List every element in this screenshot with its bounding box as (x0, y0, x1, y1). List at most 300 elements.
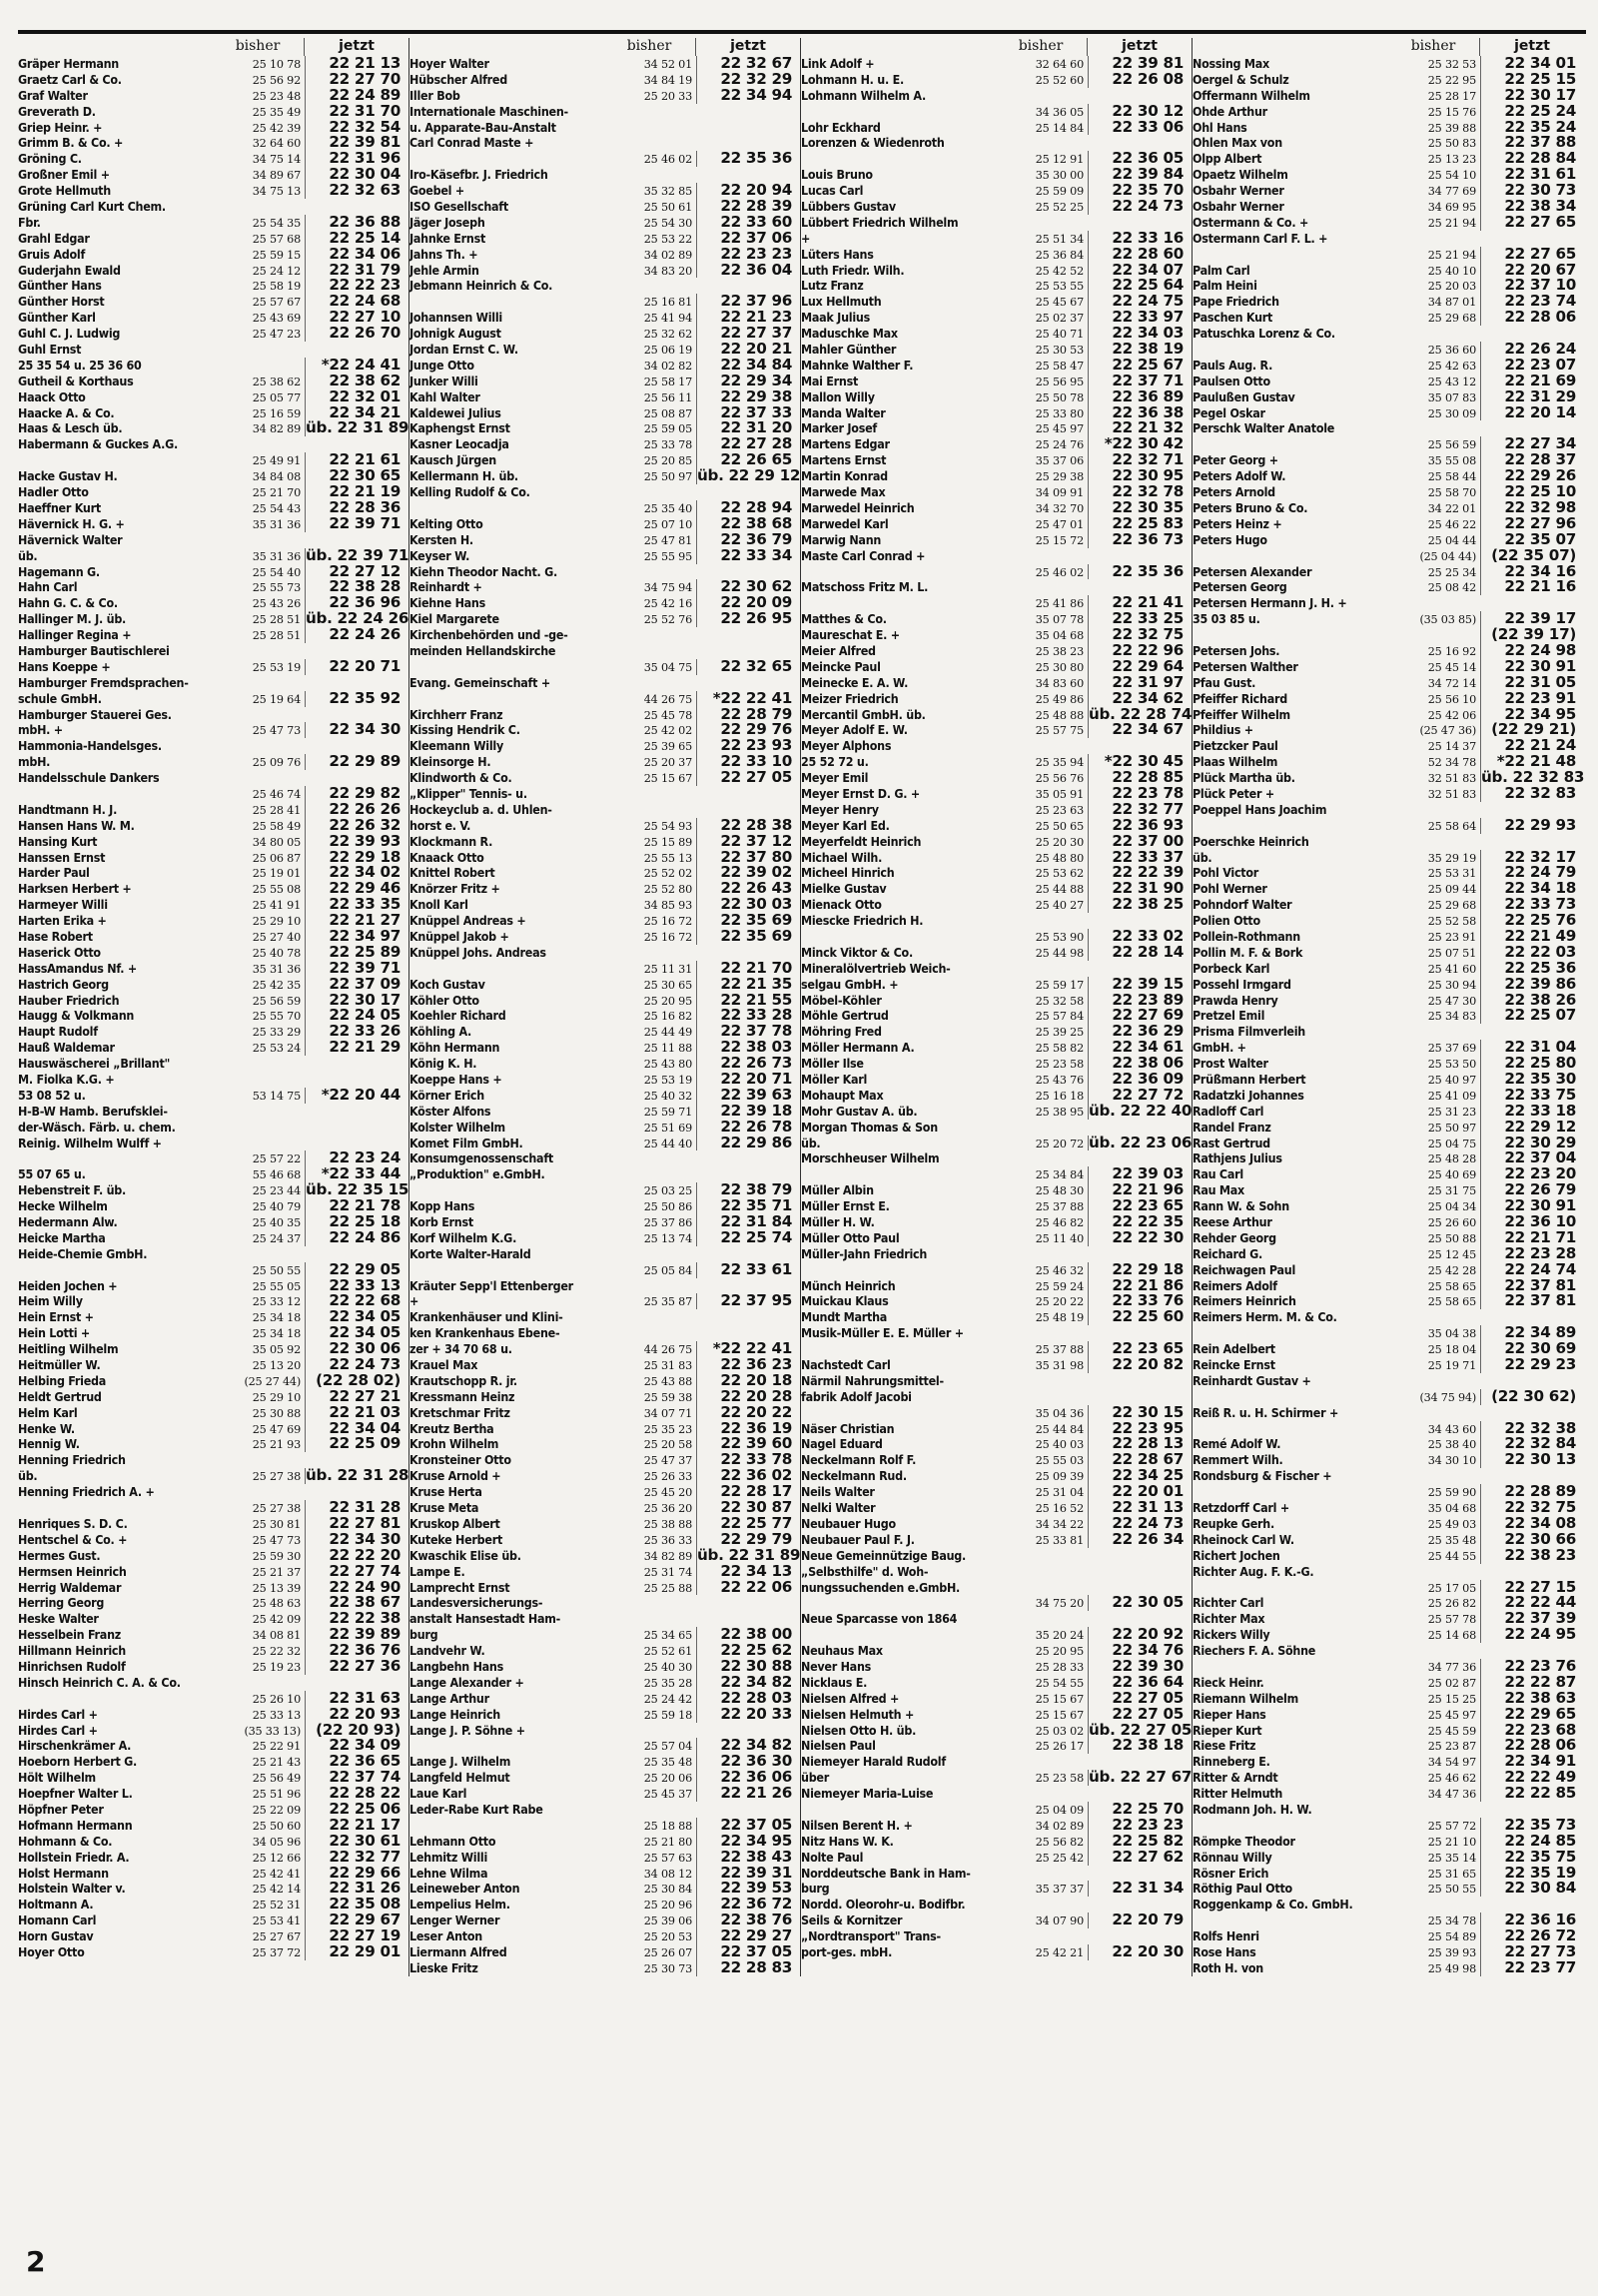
old-number: 25 27 38 (252, 1502, 301, 1516)
directory-entry (18, 802, 408, 818)
old-number: 35 31 36 (252, 517, 301, 531)
entry-name: Müller H. W. (801, 1214, 875, 1230)
entry-name: Meincke Paul (801, 658, 881, 674)
directory-entry (1193, 167, 1584, 183)
header-new-number: jetzt (695, 38, 800, 56)
old-number: 25 32 53 (1427, 58, 1476, 71)
entry-name: Remmert Wilh. (1193, 1452, 1283, 1468)
directory-entry (409, 579, 800, 595)
directory-entry (801, 468, 1192, 484)
directory-entry (409, 818, 800, 834)
directory-entry (18, 945, 408, 961)
new-number: 22 25 89 (305, 945, 408, 961)
directory-entry (801, 1944, 1192, 1960)
new-number: 22 20 79 (1088, 1913, 1192, 1928)
directory-entry (801, 1754, 1192, 1770)
new-number: 22 37 96 (696, 294, 800, 310)
old-number: 25 14 68 (1427, 1629, 1476, 1643)
entry-name: Henriques S. D. C. (18, 1515, 128, 1531)
new-number: 22 23 78 (1088, 786, 1192, 802)
new-number: 22 32 77 (305, 1850, 408, 1866)
directory-entry (18, 675, 408, 691)
directory-entry (801, 945, 1192, 961)
old-number: 44 26 75 (643, 692, 692, 706)
directory-entry (409, 468, 800, 484)
directory-entry (1193, 1754, 1584, 1770)
new-number: 22 21 55 (696, 993, 800, 1009)
old-number: 25 14 84 (1035, 121, 1084, 135)
new-number: 22 39 15 (1088, 977, 1192, 993)
old-number: 25 27 67 (252, 1930, 301, 1944)
old-number: 25 16 59 (252, 406, 301, 420)
entry-name: Palm Heini (1193, 278, 1257, 294)
old-number: 25 20 95 (643, 994, 692, 1008)
directory-entry (801, 1072, 1192, 1088)
directory-entry (1193, 1246, 1584, 1262)
new-number: 22 36 23 (696, 1357, 800, 1373)
directory-entry (801, 881, 1192, 897)
directory-entry (409, 1802, 800, 1818)
entry-name: Kräuter Sepp'l Ettenberger (409, 1277, 573, 1293)
column-header (801, 38, 1192, 56)
page-number: 2 (26, 2245, 46, 2278)
entry-name: Petersen Georg (1193, 579, 1287, 595)
old-number: 25 57 63 (643, 1851, 692, 1865)
directory-entry (801, 738, 1192, 754)
entry-name: Hentschel & Co. + (18, 1531, 128, 1547)
entry-name: Kruse Arnold + (409, 1468, 501, 1484)
new-number: 22 29 38 (696, 389, 800, 405)
entry-name: Reimers Heinrich (1193, 1293, 1296, 1309)
directory-entry (1193, 1088, 1584, 1104)
entry-name: Hadler Otto (18, 484, 89, 500)
old-number: 25 20 95 (1035, 1645, 1084, 1659)
entry-name: Herrig Waldemar (18, 1579, 122, 1595)
directory-entry (801, 1230, 1192, 1246)
old-number: 25 58 49 (252, 819, 301, 833)
directory-entry (409, 436, 800, 452)
old-number: 25 59 24 (1035, 1279, 1084, 1293)
entry-name: Marker Josef (801, 420, 877, 436)
entry-name: Reupke Gerh. (1193, 1515, 1274, 1531)
new-number: 22 23 68 (1480, 1723, 1584, 1739)
directory-entry (409, 1738, 800, 1754)
entry-name: Porbeck Karl (1193, 960, 1270, 976)
directory-column (409, 38, 801, 1976)
header-new-number: jetzt (304, 38, 408, 56)
old-number: 25 47 37 (643, 1454, 692, 1468)
entry-name: Hauß Waldemar (18, 1040, 115, 1056)
old-number: 25 21 10 (1427, 1835, 1476, 1849)
old-number: 25 15 25 (1427, 1692, 1476, 1706)
directory-entry (18, 484, 408, 500)
new-number: 22 29 76 (696, 722, 800, 738)
old-number: 25 35 94 (1035, 756, 1084, 770)
directory-entry (801, 263, 1192, 279)
new-number: 22 32 98 (1480, 500, 1584, 516)
entry-name: Griep Heinr. + (18, 119, 103, 135)
directory-entry (18, 1643, 408, 1659)
entry-name: Harksen Herbert + (18, 881, 132, 897)
directory-entry (409, 1468, 800, 1484)
old-number: 25 26 60 (1427, 1216, 1476, 1230)
new-number: 22 20 21 (696, 342, 800, 358)
directory-entry (18, 1627, 408, 1643)
directory-entry (18, 310, 408, 326)
new-number: 22 34 61 (1088, 1040, 1192, 1056)
old-number: 25 40 10 (1427, 264, 1476, 278)
new-number: 22 34 67 (1088, 722, 1192, 738)
top-rule (18, 30, 1586, 34)
old-number: 25 23 44 (252, 1184, 301, 1198)
entry-name: Möller Karl (801, 1072, 868, 1087)
entry-name: burg (409, 1627, 438, 1643)
entry-name: Mienack Otto (801, 897, 882, 913)
new-number: (22 35 07) (1480, 548, 1584, 564)
new-number: 22 37 81 (1480, 1278, 1584, 1294)
new-number: *22 30 45 (1088, 754, 1192, 770)
directory-entry (1193, 484, 1584, 500)
entry-name: Hofmann Hermann (18, 1817, 133, 1833)
entry-name: anstalt Hansestadt Ham- (409, 1611, 560, 1627)
old-number: 25 47 73 (252, 1533, 301, 1547)
entry-name: Ohl Hans (1193, 119, 1247, 135)
old-number: 25 51 96 (252, 1788, 301, 1802)
old-number: 25 17 05 (1427, 1581, 1476, 1595)
entry-name: Grahl Edgar (18, 230, 90, 246)
new-number: 22 24 26 (305, 627, 408, 643)
old-number: 25 24 76 (1035, 438, 1084, 452)
old-number: 25 57 78 (1427, 1613, 1476, 1627)
directory-entry (1193, 342, 1584, 358)
directory-entry (1193, 1120, 1584, 1136)
old-number: 25 15 89 (643, 835, 692, 849)
entry-name: Rathjens Julius (1193, 1150, 1282, 1166)
new-number: 22 31 63 (305, 1691, 408, 1707)
entry-name: Richert Jochen (1193, 1547, 1280, 1563)
directory-entry (801, 1182, 1192, 1198)
directory-entry (801, 1770, 1192, 1786)
new-number: 22 30 35 (1088, 500, 1192, 516)
entry-name: Reinhardt Gustav + (1193, 1372, 1311, 1388)
old-number: 25 53 22 (643, 232, 692, 246)
directory-entry (801, 1532, 1192, 1548)
entry-name: „Klipper" Tennis- u. (409, 785, 527, 801)
new-number: 22 27 15 (1480, 1580, 1584, 1596)
new-number: 22 34 84 (696, 358, 800, 374)
entry-name: Graf Walter (18, 87, 88, 103)
old-number: 25 38 95 (1035, 1105, 1084, 1119)
old-number: 25 55 13 (643, 851, 692, 865)
entry-name: Lange Alexander + (409, 1674, 524, 1690)
entry-name: Johannsen Willi (409, 310, 502, 326)
directory-entry (18, 818, 408, 834)
entry-name: Krautschopp R. jr. (409, 1372, 517, 1388)
old-number: 25 35 48 (1427, 1533, 1476, 1547)
directory-entry (801, 420, 1192, 436)
new-number: 22 27 65 (1480, 215, 1584, 231)
new-number: (22 39 17) (1480, 627, 1584, 643)
entry-name: Mielke Gustav (801, 881, 887, 897)
old-number: 25 53 31 (1427, 867, 1476, 881)
directory-entry (1193, 595, 1584, 611)
entry-name: Henke W. (18, 1420, 75, 1436)
new-number: 22 26 72 (1480, 1928, 1584, 1944)
entry-name: Heske Walter (18, 1611, 99, 1627)
header-old-number: bisher (235, 38, 281, 54)
directory-entry (409, 294, 800, 310)
new-number: 22 25 09 (305, 1436, 408, 1452)
old-number: 25 22 32 (252, 1645, 301, 1659)
entry-name: Radatzki Johannes (1193, 1087, 1304, 1103)
new-number: (22 20 93) (305, 1723, 408, 1739)
new-number: 22 39 81 (305, 135, 408, 151)
old-number: 35 04 36 (1035, 1406, 1084, 1420)
directory-entry (18, 278, 408, 294)
directory-entry (18, 1595, 408, 1611)
directory-entry (18, 104, 408, 120)
entry-name: Manda Walter (801, 404, 886, 420)
directory-entry (409, 1120, 800, 1136)
directory-entry (1193, 1389, 1584, 1405)
entry-name: Reichard G. (1193, 1245, 1263, 1261)
directory-entry (801, 786, 1192, 802)
directory-entry (801, 120, 1192, 136)
old-number: 34 34 22 (1035, 1517, 1084, 1531)
directory-entry (18, 1230, 408, 1246)
directory-entry (18, 1024, 408, 1040)
directory-entry (801, 1405, 1192, 1421)
directory-entry (1193, 120, 1584, 136)
new-number: 22 32 54 (305, 120, 408, 136)
entry-name: Norddeutsche Bank in Ham- (801, 1865, 971, 1881)
new-number: 22 36 79 (696, 532, 800, 548)
old-number: 25 23 48 (252, 89, 301, 103)
new-number: 22 20 30 (1088, 1944, 1192, 1960)
old-number: 34 85 93 (643, 899, 692, 913)
old-number: 25 53 90 (1035, 930, 1084, 944)
new-number: 22 24 86 (305, 1230, 408, 1246)
directory-entry (409, 231, 800, 247)
entry-name: Hagemann G. (18, 563, 100, 579)
directory-entry (409, 1389, 800, 1405)
directory-entry (1193, 786, 1584, 802)
old-number: 25 50 55 (252, 1263, 301, 1277)
directory-entry (801, 436, 1192, 452)
old-number: 25 54 93 (643, 819, 692, 833)
entry-name: Lehmann Otto (409, 1833, 496, 1849)
directory-entry (801, 1436, 1192, 1452)
old-number: 25 20 85 (643, 454, 692, 468)
entry-name: Müller Albin (801, 1182, 874, 1198)
directory-entry (409, 358, 800, 374)
new-number: 22 39 60 (696, 1436, 800, 1452)
directory-entry (18, 120, 408, 136)
new-number: 22 34 95 (696, 1834, 800, 1850)
old-number: 25 54 10 (1427, 169, 1476, 183)
directory-entry (409, 802, 800, 818)
directory-entry (18, 88, 408, 104)
new-number: 22 20 14 (1480, 405, 1584, 421)
directory-entry (18, 1834, 408, 1850)
new-number: 22 39 53 (696, 1881, 800, 1897)
old-number: 25 56 49 (252, 1772, 301, 1786)
new-number: 22 38 25 (1088, 897, 1192, 913)
old-number: 25 24 37 (252, 1231, 301, 1245)
directory-entry (18, 1341, 408, 1357)
new-number: 22 24 73 (1088, 199, 1192, 215)
directory-entry (1193, 326, 1584, 342)
new-number: 22 39 81 (1088, 56, 1192, 72)
entry-name: Hamburger Fremdsprachen- (18, 674, 189, 690)
new-number: 22 37 80 (696, 850, 800, 866)
new-number: 22 21 13 (305, 56, 408, 72)
directory-entry (18, 1881, 408, 1897)
entry-name: Paulsen Otto (1193, 373, 1270, 388)
directory-entry (801, 722, 1192, 738)
old-number: 25 55 73 (252, 581, 301, 595)
new-number: 22 34 18 (1480, 881, 1584, 897)
entry-name: Randel Franz (1193, 1119, 1271, 1135)
directory-entry (18, 627, 408, 643)
directory-entry (801, 326, 1192, 342)
entry-name: Ohde Arthur (1193, 103, 1267, 119)
old-number: 25 16 82 (643, 1010, 692, 1024)
new-number: 22 23 93 (696, 738, 800, 754)
directory-entry (801, 1595, 1192, 1611)
new-number: 22 34 05 (305, 1325, 408, 1341)
old-number: 35 55 08 (1427, 454, 1476, 468)
entry-name: Kiehne Hans (409, 595, 486, 611)
new-number: 22 39 71 (305, 961, 408, 977)
directory-entry (801, 1214, 1192, 1230)
directory-entry (801, 564, 1192, 580)
old-number: 35 37 37 (1035, 1883, 1084, 1897)
entry-name: 53 08 52 u. (18, 1087, 86, 1103)
old-number: 35 32 85 (643, 185, 692, 199)
new-number: 22 34 16 (1480, 564, 1584, 580)
old-number: 25 32 58 (1035, 994, 1084, 1008)
directory-entry (801, 294, 1192, 310)
directory-entry (409, 1580, 800, 1596)
new-number: 22 24 74 (1480, 1262, 1584, 1278)
directory-entry (801, 247, 1192, 263)
directory-entry (409, 56, 800, 72)
directory-entry (18, 1405, 408, 1421)
old-number: 25 04 34 (1427, 1200, 1476, 1214)
entry-name: Hohmann & Co. (18, 1833, 113, 1849)
header-old-number: bisher (1410, 38, 1456, 54)
directory-entry (1193, 278, 1584, 294)
new-number: 22 30 29 (1480, 1136, 1584, 1151)
entry-name: Marwedel Karl (801, 515, 889, 531)
new-number: *22 21 48 (1480, 754, 1584, 770)
entry-name: Hebenstreit F. üb. (18, 1182, 126, 1198)
entry-name: Kopp Hans (409, 1198, 475, 1214)
entry-name: Gräper Hermann (18, 56, 119, 71)
old-number: 25 48 28 (1427, 1152, 1476, 1166)
old-number: 25 31 65 (1427, 1867, 1476, 1881)
entry-name: burg (801, 1881, 830, 1897)
directory-entry (801, 1325, 1192, 1341)
new-number: 22 23 24 (305, 1150, 408, 1166)
entry-name: Rau Carl (1193, 1166, 1243, 1182)
entry-name: Heldt Gertrud (18, 1388, 102, 1404)
new-number: 22 23 23 (696, 247, 800, 263)
old-number: 25 40 03 (1035, 1438, 1084, 1452)
directory-entry (801, 1611, 1192, 1627)
old-number: 25 44 88 (1035, 883, 1084, 897)
old-number: 25 38 62 (252, 375, 301, 388)
directory-entry (18, 548, 408, 564)
entry-name: Possehl Irmgard (1193, 976, 1291, 992)
old-number: 25 21 70 (252, 486, 301, 500)
old-number: 25 23 58 (1035, 1058, 1084, 1072)
new-number: 22 34 04 (305, 1421, 408, 1437)
entry-name: Horn Gustav (18, 1928, 94, 1944)
old-number: 25 25 42 (1035, 1851, 1084, 1865)
new-number: 22 39 84 (1088, 167, 1192, 183)
old-number: 25 28 51 (252, 629, 301, 643)
new-number: 22 32 83 (1480, 786, 1584, 802)
old-number: 25 23 91 (1427, 930, 1476, 944)
entry-name: Guhl C. J. Ludwig (18, 326, 121, 342)
new-number: 22 27 74 (305, 1564, 408, 1580)
entry-name: Kretschmar Fritz (409, 1404, 510, 1420)
new-number: 22 27 05 (1088, 1691, 1192, 1707)
old-number: 34 75 94 (643, 581, 692, 595)
directory-entry (1193, 850, 1584, 866)
new-number: 22 35 36 (696, 151, 800, 167)
old-number: 25 43 88 (643, 1374, 692, 1388)
directory-entry (409, 993, 800, 1009)
new-number: 22 31 04 (1480, 1040, 1584, 1056)
old-number: 25 40 79 (252, 1200, 301, 1214)
old-number: 34 54 97 (1427, 1756, 1476, 1770)
old-number: 25 46 82 (1035, 1216, 1084, 1230)
directory-entry (1193, 516, 1584, 532)
new-number: 22 39 93 (305, 834, 408, 850)
directory-entry (409, 961, 800, 977)
entry-name: Ritter Helmuth (1193, 1786, 1283, 1802)
old-number: 25 13 23 (1427, 153, 1476, 167)
new-number: 22 29 46 (305, 881, 408, 897)
entry-name: Meyer Karl Ed. (801, 817, 890, 833)
new-number: 22 30 04 (305, 167, 408, 183)
directory-entry (801, 1040, 1192, 1056)
new-number: 22 23 20 (1480, 1166, 1584, 1182)
old-number: 25 46 32 (1035, 1263, 1084, 1277)
directory-entry (801, 707, 1192, 723)
old-number: 25 36 60 (1427, 344, 1476, 358)
old-number: 25 16 18 (1035, 1089, 1084, 1103)
old-number: 25 45 97 (1035, 422, 1084, 436)
old-number: 25 58 65 (1427, 1279, 1476, 1293)
entry-name: Lempelius Helm. (409, 1897, 510, 1913)
entry-name: Meyer Emil (801, 770, 869, 786)
old-number: 25 44 40 (643, 1137, 692, 1150)
directory-entry (801, 1707, 1192, 1723)
new-number: 22 29 12 (1480, 1120, 1584, 1136)
old-number: 25 48 19 (1035, 1311, 1084, 1325)
entry-name: Jäger Joseph (409, 214, 485, 230)
entry-name: Müller Otto Paul (801, 1229, 900, 1245)
new-number: 22 26 70 (305, 326, 408, 342)
entry-name: Rieper Kurt (1193, 1722, 1262, 1738)
entry-name: Rieck Heinr. (1193, 1674, 1264, 1690)
old-number: 25 52 61 (643, 1645, 692, 1659)
entry-name: Pietzcker Paul (1193, 738, 1278, 754)
